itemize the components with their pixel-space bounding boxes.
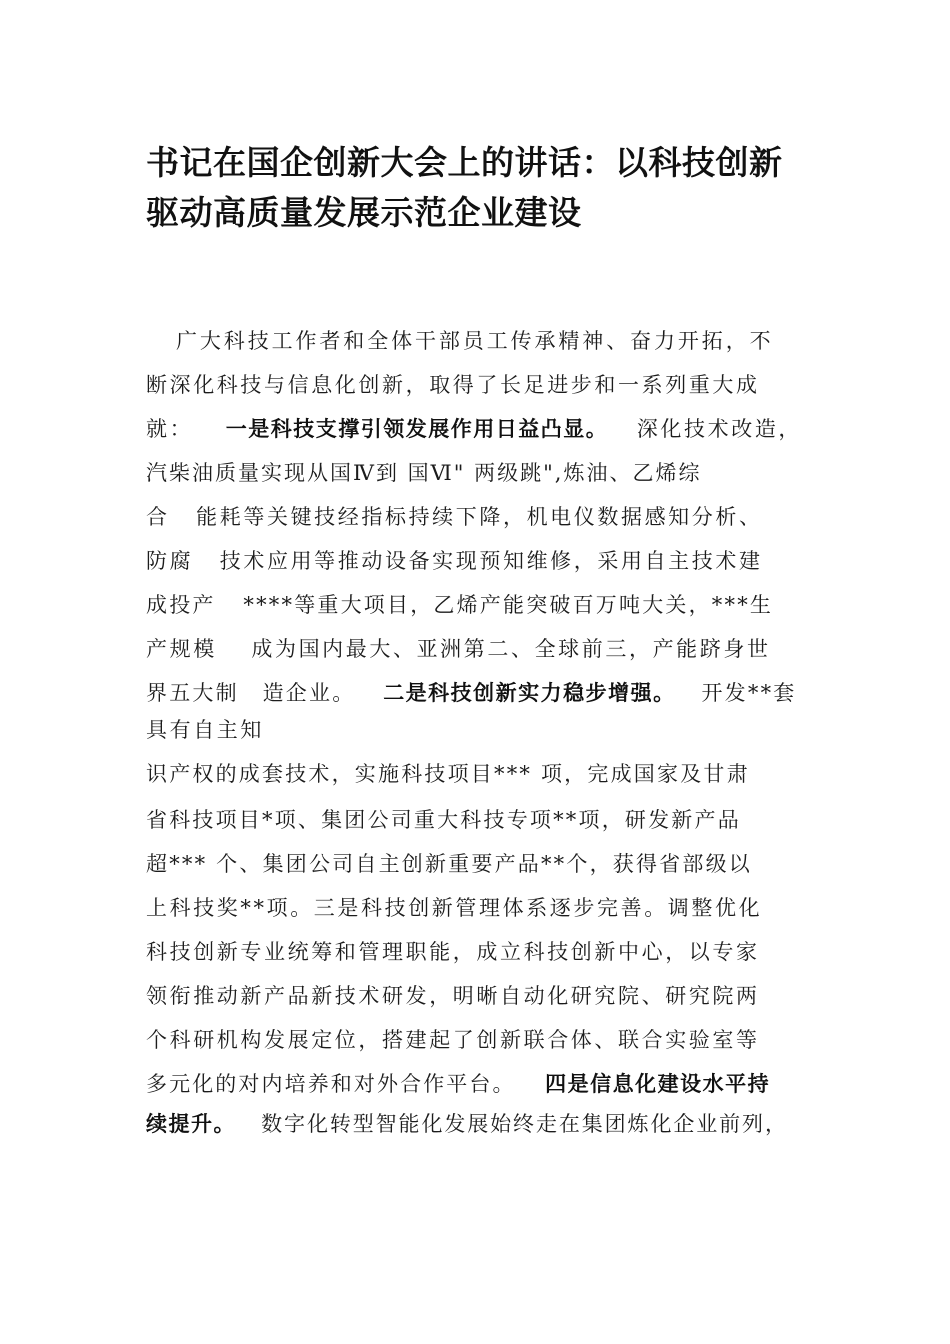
- body-line-7-a: 成投产: [146, 593, 216, 617]
- body-line-1: 广大科技工作者和全体干部员工传承精神、奋力开拓，不: [176, 329, 774, 353]
- body-line-18: [146, 1070, 770, 1098]
- body-line-3-tail: 深化技术改造，: [636, 417, 803, 441]
- title-line-2: 驱动高质量发展示范企业建设: [146, 193, 582, 232]
- body-line-15: 科技创新专业统筹和管理职能，成立科技创新中心，以专家: [146, 940, 760, 964]
- title-line-1: 书记在国企创新大会上的讲话：以科技创新: [146, 143, 783, 182]
- body-line-17: 个科研机构发展定位，搭建起了创新联合体、联合实验室等: [146, 1028, 760, 1052]
- body-line-6: [146, 547, 763, 575]
- body-line-18-a: 多元化的对内培养和对外合作平台。: [146, 1072, 516, 1096]
- body-line-9-b: 造企业。: [262, 681, 356, 705]
- body-line-13: 超*** 个、集团公司自主创新重要产品**个，获得省部级以: [146, 852, 752, 876]
- body-line-9-a: 界五大制: [146, 681, 239, 705]
- highlight-point-2: 二是科技创新实力稳步增强。: [383, 681, 676, 705]
- body-line-5-b: 能耗等关键技经指标持续下降，机电仪数据感知分析、: [196, 505, 763, 529]
- body-line-19-b: 数字化转型智能化发展始终走在集团炼化企业前列，: [261, 1112, 788, 1136]
- body-line-9-d: 开发**套: [701, 681, 797, 705]
- body-line-3-lead: 就：: [146, 417, 194, 441]
- body-line-10: 具有自主知: [146, 718, 264, 742]
- body-line-5-a: 合: [146, 505, 170, 529]
- body-line-3: [146, 415, 802, 443]
- body-line-7-b: ****等重大项目，乙烯产能突破百万吨大关，***生: [243, 593, 774, 617]
- body-line-6-a: 防腐: [146, 549, 194, 573]
- body-line-19: [146, 1110, 788, 1138]
- body-line-8-a: 产规模: [146, 637, 217, 661]
- body-line-4: 汽柴油质量实现从国Ⅳ到 国Ⅵ" 两级跳",炼油、乙烯综: [146, 461, 702, 485]
- body-line-11: 识产权的成套技术，实施科技项目*** 项，完成国家及甘肃: [146, 762, 750, 786]
- body-line-5: [146, 503, 763, 531]
- highlight-point-1: 一是科技支撑引领发展作用日益凸显。: [225, 417, 609, 441]
- highlight-point-4-start: 四是信息化建设水平持: [545, 1072, 771, 1096]
- body-line-6-b: 技术应用等推动设备实现预知维修，采用自主技术建: [219, 549, 763, 573]
- body-line-12: 省科技项目*项、集团公司重大科技专项**项，研发新产品: [146, 808, 741, 832]
- highlight-point-4-end: 续提升。: [146, 1112, 236, 1136]
- body-line-9: [146, 679, 796, 707]
- body-line-7: [146, 591, 773, 619]
- body-line-14: 上科技奖**项。三是科技创新管理体系逐步完善。调整优化: [146, 896, 763, 920]
- body-line-16: 领衔推动新产品新技术研发，明晰自动化研究院、研究院两: [146, 984, 760, 1008]
- body-line-2: 断深化科技与信息化创新，取得了长足进步和一系列重大成: [146, 373, 760, 397]
- body-line-8-b: 成为国内最大、亚洲第二、全球前三，产能跻身世: [251, 637, 771, 661]
- document-title: [146, 138, 826, 238]
- body-line-8: [146, 635, 771, 663]
